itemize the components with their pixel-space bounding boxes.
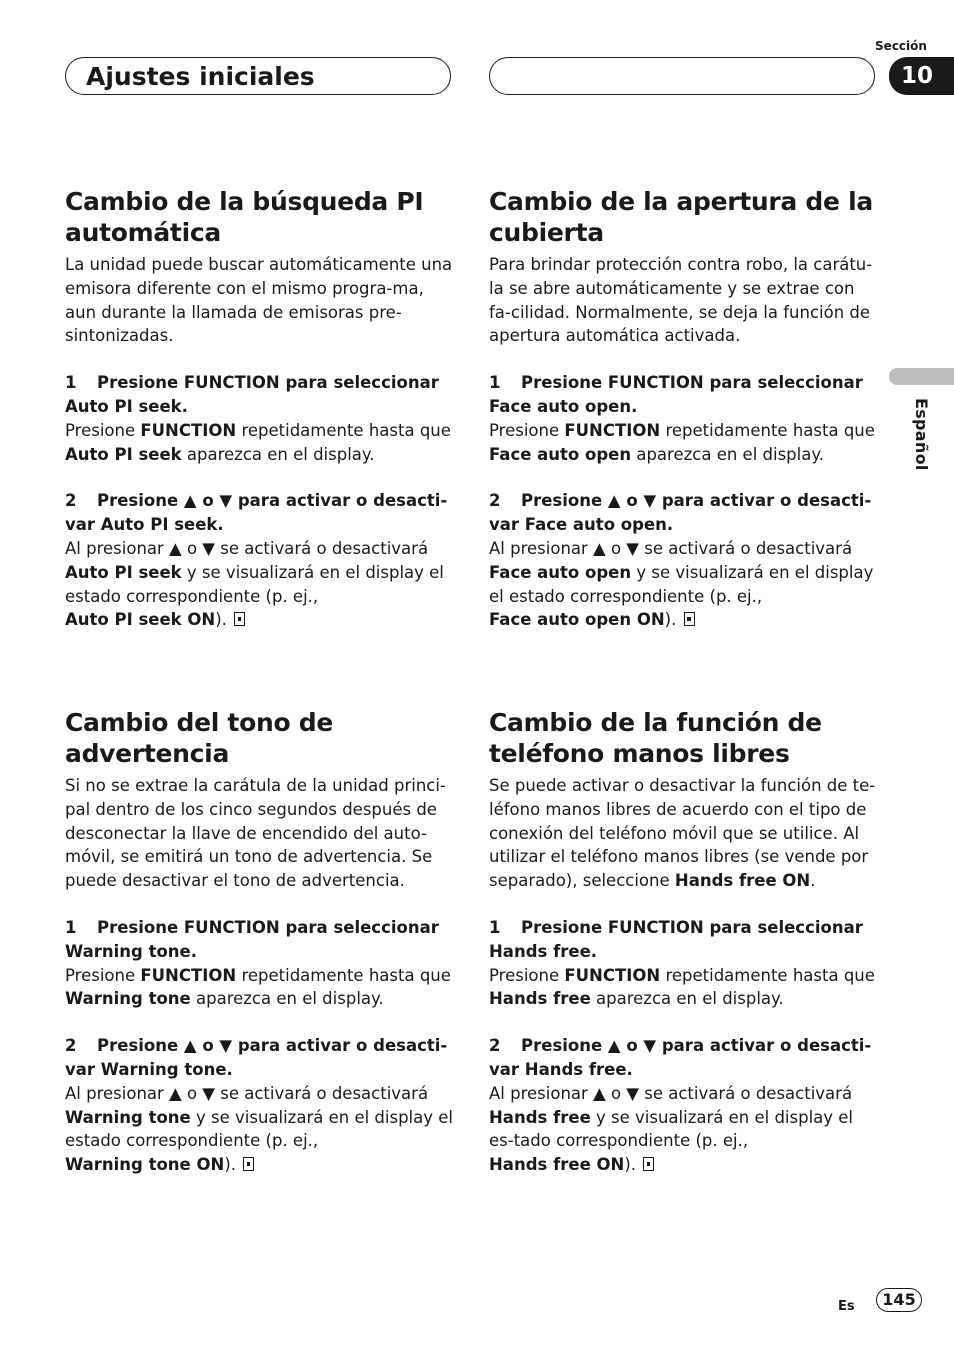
section-label: Sección (875, 39, 927, 53)
body-text: repetidamente hasta que (236, 420, 451, 440)
section-intro (489, 774, 881, 893)
language-tab-label: Español (912, 398, 931, 471)
body-text: Al presionar ▲ o ▼ se activará o desactivará (65, 1083, 429, 1103)
section-number-badge: 10 (889, 57, 954, 95)
body-bold: Warning tone ON (65, 1155, 225, 1175)
body-text: Presione (489, 420, 565, 440)
section-title: Cambio de la apertura de la cubierta (489, 187, 873, 247)
page-number: 145 (876, 1288, 922, 1312)
end-mark-icon (684, 612, 695, 626)
body-bold: Hands free ON (489, 1155, 625, 1175)
step-body (489, 1082, 881, 1177)
body-text: repetidamente hasta que (660, 420, 875, 440)
section-warning-tone (65, 707, 457, 1177)
step-body (489, 419, 881, 467)
body-bold: Warning tone (65, 1107, 191, 1127)
body-bold: FUNCTION (564, 965, 661, 985)
step-title (489, 1034, 881, 1082)
step-2 (489, 1034, 881, 1177)
body-text: aparezca en el display. (181, 444, 375, 464)
step-title-text: Presione ▲ o ▼ para activar o desacti-var Auto PI seek. (65, 491, 448, 535)
body-text: Presione (65, 965, 141, 985)
section-hands-free (489, 707, 881, 1177)
step-title (489, 916, 881, 964)
body-text: y se visualizará en el display el estado correspondiente (p. ej., (65, 562, 444, 606)
body-bold: Face auto open (489, 444, 632, 464)
step-number: 1 (65, 917, 77, 937)
body-bold: Hands free ON (674, 871, 811, 891)
step-1 (489, 916, 881, 1011)
step-body (489, 964, 881, 1012)
step-title (65, 489, 457, 537)
step-number: 1 (489, 917, 501, 937)
body-text: . (810, 871, 816, 891)
body-text: Al presionar ▲ o ▼ se activará o desactivará (65, 538, 429, 558)
body-text: ). (224, 1155, 237, 1175)
step-title-text: Presione FUNCTION para seleccionar Auto PI seek. (65, 373, 439, 416)
step-1 (489, 371, 881, 466)
step-1 (65, 371, 457, 466)
body-bold: Hands free (489, 989, 591, 1009)
section-intro: La unidad puede buscar automáticamente una emisora diferente con el mismo progra-ma, aun durante la llamada de emisoras pre-sintonizadas. (65, 255, 453, 346)
step-2 (65, 489, 457, 632)
body-text: y se visualizará en el display el estado correspondiente (p. ej., (65, 1107, 453, 1151)
step-title-text: Presione FUNCTION para seleccionar Face auto open. (489, 373, 863, 416)
language-tab-marker (889, 368, 954, 385)
step-body (65, 1082, 457, 1177)
body-text: y se visualizará en el display el estado correspondiente (p. ej., (489, 562, 874, 606)
body-text: Presione (65, 420, 141, 440)
body-text: Al presionar ▲ o ▼ se activará o desactivará (489, 1083, 853, 1103)
step-number: 2 (65, 491, 77, 511)
body-bold: Face auto open ON (489, 610, 665, 630)
section-title: Cambio del tono de advertencia (65, 708, 333, 768)
body-text: y se visualizará en el display el es-tado correspondiente (p. ej., (489, 1107, 854, 1151)
section-title: Cambio de la búsqueda PI automática (65, 187, 424, 247)
end-mark-icon (243, 1157, 254, 1171)
step-number: 2 (489, 491, 501, 511)
end-mark-icon (234, 612, 245, 626)
step-title (65, 371, 457, 419)
step-number: 2 (65, 1036, 77, 1056)
body-text: ). (624, 1155, 637, 1175)
body-text: repetidamente hasta que (236, 965, 451, 985)
body-bold: Hands free (489, 1107, 591, 1127)
step-title-text: Presione FUNCTION para seleccionar Warning tone. (65, 917, 439, 961)
body-text: ). (215, 610, 227, 630)
body-text: aparezca en el display. (631, 444, 825, 464)
step-title-text: Presione ▲ o ▼ para activar o desacti-var Face auto open. (489, 491, 872, 535)
step-title (65, 1034, 457, 1082)
header-blank-pill (489, 57, 875, 95)
step-title-text: Presione FUNCTION para seleccionar Hands free. (489, 917, 863, 961)
section-face-auto-open (489, 186, 881, 632)
step-number: 1 (65, 373, 77, 393)
step-title-text: Presione ▲ o ▼ para activar o desacti-var Hands free. (489, 1036, 872, 1079)
chapter-header (65, 57, 451, 95)
end-mark-icon (643, 1157, 654, 1171)
step-2 (489, 489, 881, 632)
body-text: ). (664, 610, 677, 630)
step-body (65, 537, 457, 632)
step-1 (65, 916, 457, 1011)
section-auto-pi-seek (65, 186, 457, 632)
body-text: repetidamente hasta que (660, 965, 875, 985)
body-bold: Warning tone (65, 989, 191, 1009)
body-bold: FUNCTION (564, 420, 661, 440)
body-text: Presione (489, 965, 565, 985)
step-body (65, 419, 457, 467)
body-bold: Auto PI seek (65, 562, 182, 582)
body-bold: Auto PI seek (65, 444, 182, 464)
step-title (65, 916, 457, 964)
chapter-title: Ajustes iniciales (86, 62, 315, 91)
section-title: Cambio de la función de teléfono manos libres (489, 708, 822, 768)
body-text: Al presionar ▲ o ▼ se activará o desactivará (489, 538, 853, 558)
body-bold: Face auto open (489, 562, 632, 582)
step-title (489, 489, 881, 537)
body-text: aparezca en el display. (190, 989, 384, 1009)
step-number: 2 (489, 1036, 501, 1056)
section-intro: Si no se extrae la carátula de la unidad princi-pal dentro de los cinco segundos después de desconectar la llave de encendido del auto-móvil, se emitirá un tono de advertencia. Se puede desactivar el tono de advertencia. (65, 776, 446, 891)
step-body (65, 964, 457, 1012)
body-text: Se puede activar o desactivar la función de te-léfono manos libres de acuerdo con el tipo de conexión del teléfono móvil que se utilice. Al utilizar el teléfono manos libres (se vende por separado), seleccione (489, 776, 876, 891)
footer-language-code: Es (838, 1299, 855, 1314)
step-title-text: Presione ▲ o ▼ para activar o desacti-var Warning tone. (65, 1036, 448, 1079)
body-bold: FUNCTION (140, 965, 237, 985)
step-title (489, 371, 881, 419)
step-2 (65, 1034, 457, 1177)
section-intro: Para brindar protección contra robo, la carátu-la se abre automáticamente y se extrae con fa-cilidad. Normalmente, se deja la función de apertura automática activada. (489, 255, 873, 346)
body-bold: Auto PI seek ON (65, 610, 216, 630)
step-number: 1 (489, 373, 501, 393)
step-body (489, 537, 881, 632)
body-text: aparezca en el display. (590, 989, 784, 1009)
body-bold: FUNCTION (140, 420, 237, 440)
